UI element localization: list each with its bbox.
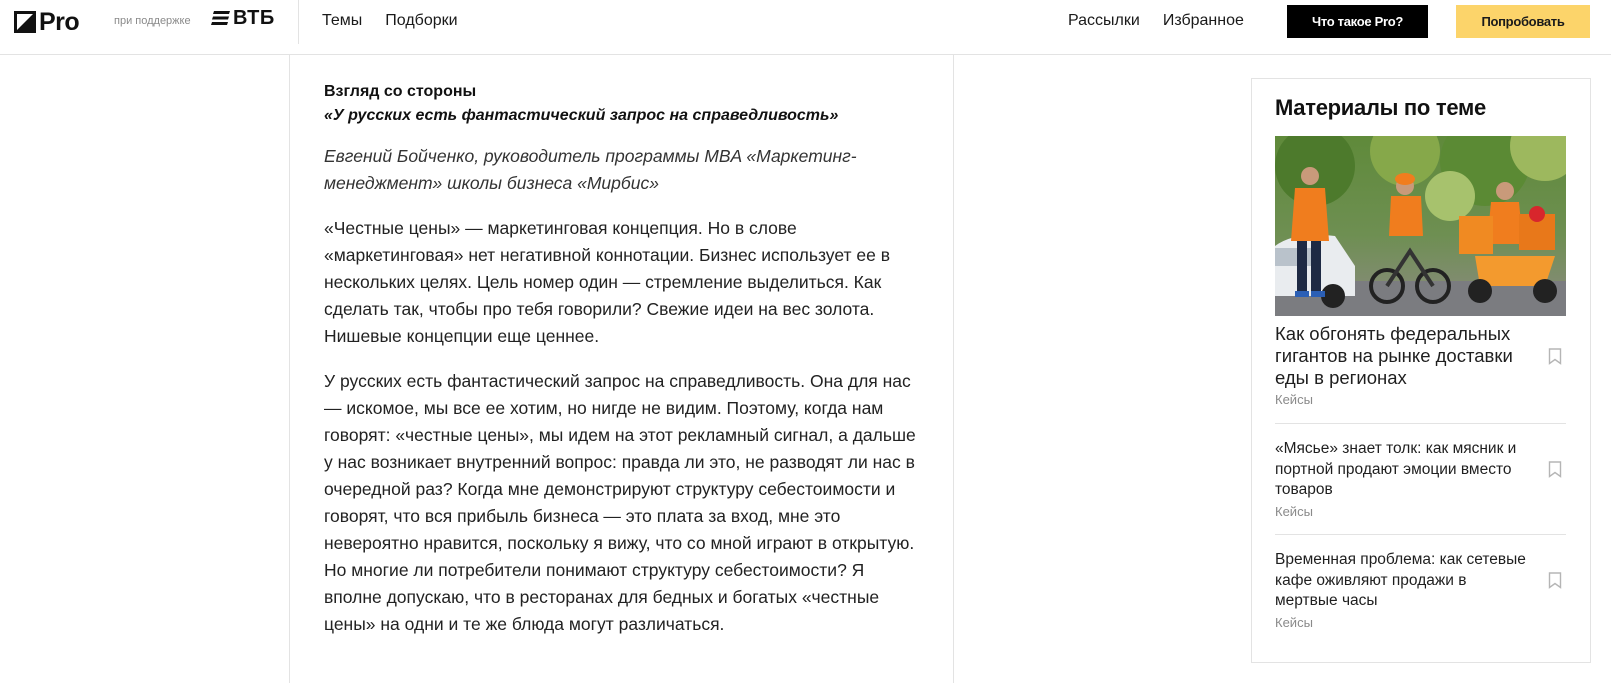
sponsor-label: при поддержке bbox=[114, 15, 191, 27]
related-article-tag[interactable]: Кейсы bbox=[1275, 614, 1313, 630]
card-divider bbox=[1275, 423, 1566, 424]
related-article-card[interactable] bbox=[1275, 323, 1566, 409]
bookmark-icon[interactable] bbox=[1548, 572, 1562, 589]
related-article-card[interactable] bbox=[1275, 550, 1566, 632]
pro-logo-mark-icon bbox=[14, 11, 36, 33]
nav-favorites[interactable]: Избранное bbox=[1162, 12, 1244, 29]
try-button[interactable]: Попробовать bbox=[1456, 5, 1590, 38]
what-is-pro-button[interactable]: Что такое Pro? bbox=[1287, 5, 1428, 38]
related-article-title[interactable]: Как обгонять федеральных гигантов на рынке доставки еды в регионах bbox=[1275, 323, 1513, 388]
sponsor-name: ВТБ bbox=[233, 7, 275, 29]
related-article-tag[interactable]: Кейсы bbox=[1275, 392, 1313, 407]
article-body bbox=[324, 80, 924, 656]
related-article-title[interactable]: Временная проблема: как сетевые кафе оживляют продажи в мертвые часы bbox=[1275, 551, 1526, 609]
bookmark-icon[interactable] bbox=[1548, 348, 1562, 365]
nav-topics[interactable]: Темы bbox=[322, 12, 363, 29]
author-caption: Евгений Бойченко, руководитель программы MBA «Маркетинг-менеджмент» школы бизнеса «Мирбис» bbox=[324, 146, 857, 193]
courier-photo-illustration bbox=[1275, 136, 1566, 316]
related-materials-sidebar bbox=[1251, 78, 1591, 663]
related-article-title[interactable]: «Мясье» знает толк: как мясник и портной продают эмоции вместо товаров bbox=[1275, 440, 1517, 498]
article-paragraph: У русских есть фантастический запрос на справедливость. Она для нас — искомое, мы все ее хотим, но нигде не видим. Поэтому, когда нам говорят: «честные цены», мы идем на этот рекламный сигнал, а дальше у нас возникает внутренний вопрос: правда ли это, не разводят ли нас в очередной раз? Когда мне демонстрируют структуру себестоимости и говорят, что вся прибыль бизнеса — это плата за вход, мне это невероятно нравится, поскольку я вижу, что со мной играют в открытую. Но многие ли потребители понимают структуру себестоимости? Я вполне допускаю, что в ресторанах для бедных и богатых «честные цены» на одни и те же блюда могут различаться. bbox=[324, 371, 916, 634]
section-label: Взгляд со стороны bbox=[324, 83, 477, 100]
bookmark-icon[interactable] bbox=[1548, 461, 1562, 478]
sidebar-title: Материалы по теме bbox=[1275, 95, 1486, 120]
header-divider bbox=[298, 0, 299, 44]
article-column bbox=[289, 55, 954, 683]
main-nav bbox=[322, 11, 458, 31]
sponsor-logo[interactable] bbox=[210, 7, 275, 29]
vtb-logo-mark-icon bbox=[210, 10, 230, 26]
site-header bbox=[0, 0, 1611, 55]
nav-newsletters[interactable]: Рассылки bbox=[1068, 12, 1140, 29]
user-nav bbox=[1068, 11, 1244, 31]
related-article-tag[interactable]: Кейсы bbox=[1275, 503, 1313, 519]
related-article-card[interactable] bbox=[1275, 439, 1566, 521]
nav-collections[interactable]: Подборки bbox=[385, 12, 458, 29]
quote-title: «У русских есть фантастический запрос на справедливость» bbox=[324, 107, 839, 124]
article-paragraph: «Честные цены» — маркетинговая концепция. Но в слове «маркетинговая» нет негативной коннотации. Бизнес использует ее в нескольких целях. Цель номер один — стремление выделиться. Как сделать так, чтобы про тебя говорили? Свежие идеи на вес золота. Нишевые концепции еще ценнее. bbox=[324, 218, 890, 346]
pro-logo[interactable] bbox=[14, 9, 79, 35]
logo-text: Pro bbox=[39, 8, 80, 36]
feature-image-delivery-couriers[interactable] bbox=[1275, 136, 1566, 316]
card-divider bbox=[1275, 534, 1566, 535]
